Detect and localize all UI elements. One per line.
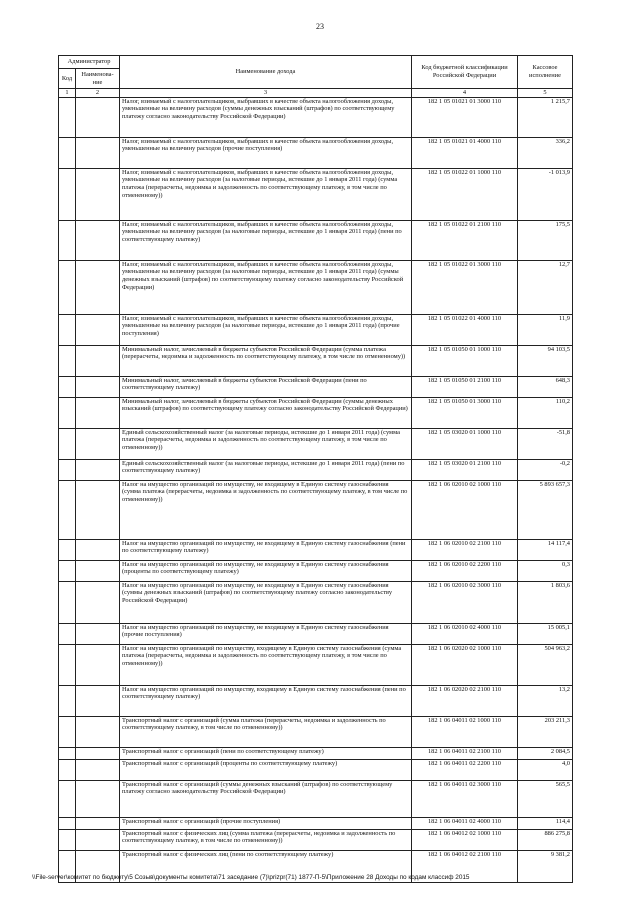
cell-admin-name: [76, 685, 120, 716]
cell-admin-name: [76, 480, 120, 539]
cell-kbk-code: 182 1 05 01022 01 3000 110: [412, 260, 518, 314]
cell-kbk-code: 182 1 05 01021 01 3000 110: [412, 97, 518, 137]
cell-income-name: Транспортный налог с организаций (пени по соответствующему платежу): [120, 747, 412, 759]
header-execution: Кассовое исполнение: [518, 56, 573, 89]
cell-income-name: Налог на имущество организаций по имуществу, не входящему в Единую систему газоснабжения (проценты по соответствующему платежу): [120, 560, 412, 581]
cell-admin-code: [59, 428, 76, 459]
cell-admin-code: [59, 716, 76, 747]
cell-admin-code: [59, 644, 76, 685]
cell-amount: 2 084,5: [518, 747, 573, 759]
cell-amount: 9 381,2: [518, 850, 573, 882]
cell-admin-name: [76, 376, 120, 397]
cell-admin-name: [76, 459, 120, 480]
cell-income-name: Налог на имущество организаций по имуществу, не входящему в Единую систему газоснабжения (пени по соответствующему платежу): [120, 539, 412, 560]
cell-amount: 1 215,7: [518, 97, 573, 137]
cell-amount: 11,9: [518, 314, 573, 345]
cell-income-name: Налог, взимаемый с налогоплательщиков, выбравших в качестве объекта налогообложения доходы, уменьшенные на величину расходов (суммы денежных взысканий (штрафов) по соответствующему платежу согласно законодательству Российской Федерации): [120, 97, 412, 137]
cell-amount: 12,7: [518, 260, 573, 314]
cell-income-name: Транспортный налог с физических лиц (сумма платежа (перерасчеты, недоимка и задолженность по соответствующему платежу, в том числе по отмененному)): [120, 829, 412, 850]
table-row: [59, 560, 573, 581]
cell-admin-name: [76, 345, 120, 376]
header-index: 2: [76, 89, 120, 98]
cell-admin-code: [59, 817, 76, 829]
cell-kbk-code: 182 1 06 02010 02 4000 110: [412, 623, 518, 644]
cell-amount: 4,0: [518, 759, 573, 780]
cell-income-name: Налог, взимаемый с налогоплательщиков, выбравших в качестве объекта налогообложения доходы, уменьшенные на величину расходов (за налоговые периоды, истекшие до 1 января 2011 года) (пени по соответствующему платежу): [120, 220, 412, 260]
cell-income-name: Налог, взимаемый с налогоплательщиков, выбравших в качестве объекта налогообложения доходы, уменьшенные на величину расходов (за налоговые периоды, истекшие до 1 января 2011 года) (суммы денежных взысканий (штрафов) по соответствующему платежу согласно законодательству Российской Федерации): [120, 260, 412, 314]
cell-admin-name: [76, 137, 120, 168]
cell-admin-name: [76, 644, 120, 685]
cell-admin-name: [76, 560, 120, 581]
cell-amount: 175,5: [518, 220, 573, 260]
header-administrator: Администратор: [59, 56, 120, 69]
cell-amount: 5 893 657,3: [518, 480, 573, 539]
footer-file-path: \\File-server\комитет по бюджету\5 Созыв\документы комитета\71 заседание (7)\prizpr(71) 1877-П-5\Приложение 28 Доходы по кодам классиф 2015: [32, 874, 470, 881]
cell-admin-code: [59, 480, 76, 539]
cell-admin-code: [59, 829, 76, 850]
cell-admin-name: [76, 428, 120, 459]
header-index: 5: [518, 89, 573, 98]
cell-admin-name: [76, 623, 120, 644]
table-row: [59, 459, 573, 480]
cell-admin-name: [76, 780, 120, 817]
cell-admin-name: [76, 747, 120, 759]
cell-income-name: Налог на имущество организаций по имуществу, не входящему в Единую систему газоснабжения (сумма платежа (перерасчеты, недоимка и задолженность по соответствующему платежу, в том числе по отмененному)): [120, 480, 412, 539]
cell-income-name: Транспортный налог с организаций (проценты по соответствующему платежу): [120, 759, 412, 780]
table-row: [59, 168, 573, 220]
cell-admin-name: [76, 829, 120, 850]
cell-kbk-code: 182 1 05 03020 01 1000 110: [412, 428, 518, 459]
cell-income-name: Единый сельскохозяйственный налог (за налоговые периоды, истекшие до 1 января 2011 года) (пени по соответствующему платежу): [120, 459, 412, 480]
header-income-name: Наименование дохода: [120, 56, 412, 89]
cell-kbk-code: 182 1 06 04011 02 3000 110: [412, 780, 518, 817]
table-row: [59, 644, 573, 685]
table-row: [59, 314, 573, 345]
cell-admin-code: [59, 314, 76, 345]
header-kbk: Код бюджетной классификации Российской Федерации: [412, 56, 518, 89]
table-row: [59, 581, 573, 623]
cell-amount: 14 117,4: [518, 539, 573, 560]
cell-admin-code: [59, 97, 76, 137]
header-admin-name: Наименова-ние: [76, 69, 120, 89]
cell-admin-code: [59, 759, 76, 780]
table-row: [59, 137, 573, 168]
cell-kbk-code: 182 1 05 01050 01 2100 110: [412, 376, 518, 397]
table-row: [59, 829, 573, 850]
cell-kbk-code: 182 1 06 02010 02 2200 110: [412, 560, 518, 581]
cell-amount: 0,3: [518, 560, 573, 581]
cell-income-name: Транспортный налог с физических лиц (пени по соответствующему платежу): [120, 850, 412, 882]
cell-income-name: Минимальный налог, зачисляемый в бюджеты субъектов Российской Федерации (пени по соответствующему платежу): [120, 376, 412, 397]
table-row: [59, 397, 573, 428]
cell-admin-name: [76, 260, 120, 314]
cell-income-name: Транспортный налог с организаций (сумма платежа (перерасчеты, недоимка и задолженность по соответствующему платежу, в том числе по отмененному)): [120, 716, 412, 747]
cell-admin-name: [76, 314, 120, 345]
cell-amount: 504 963,2: [518, 644, 573, 685]
cell-amount: 15 005,1: [518, 623, 573, 644]
header-code: Код: [59, 69, 76, 89]
cell-amount: 336,2: [518, 137, 573, 168]
cell-kbk-code: 182 1 06 04012 02 1000 110: [412, 829, 518, 850]
cell-kbk-code: 182 1 06 04012 02 2100 110: [412, 850, 518, 882]
cell-amount: 13,2: [518, 685, 573, 716]
cell-admin-code: [59, 260, 76, 314]
cell-admin-code: [59, 780, 76, 817]
cell-kbk-code: 182 1 06 02010 02 2100 110: [412, 539, 518, 560]
cell-admin-code: [59, 220, 76, 260]
cell-admin-name: [76, 397, 120, 428]
cell-kbk-code: 182 1 06 04011 02 2200 110: [412, 759, 518, 780]
table-row: [59, 747, 573, 759]
cell-amount: 1 803,6: [518, 581, 573, 623]
cell-admin-code: [59, 560, 76, 581]
cell-admin-code: [59, 168, 76, 220]
cell-admin-code: [59, 539, 76, 560]
table-row: [59, 428, 573, 459]
cell-income-name: Налог на имущество организаций по имуществу, входящему в Единую систему газоснабжения (пени по соответствующему платежу): [120, 685, 412, 716]
table-row: [59, 817, 573, 829]
table-row: [59, 376, 573, 397]
table-body: [59, 97, 573, 882]
cell-kbk-code: 182 1 06 02020 02 1000 110: [412, 644, 518, 685]
cell-amount: 648,3: [518, 376, 573, 397]
cell-income-name: Налог, взимаемый с налогоплательщиков, выбравших в качестве объекта налогообложения доходы, уменьшенные на величину расходов (прочие поступления): [120, 137, 412, 168]
cell-income-name: Налог, взимаемый с налогоплательщиков, выбравших в качестве объекта налогообложения доходы, уменьшенные на величину расходов (за налоговые периоды, истекшие до 1 января 2011 года) (сумма платежа (перерасчеты, недоимка и задолженность по соответствующему платежу, в том числе по отмененному)): [120, 168, 412, 220]
cell-income-name: Единый сельскохозяйственный налог (за налоговые периоды, истекшие до 1 января 2011 года) (сумма платежа (перерасчеты, недоимка и задолженность по соответствующему платежу, в том числе по отмененному)): [120, 428, 412, 459]
cell-admin-name: [76, 220, 120, 260]
cell-kbk-code: 182 1 05 01022 01 4000 110: [412, 314, 518, 345]
cell-admin-code: [59, 581, 76, 623]
cell-kbk-code: 182 1 05 01022 01 2100 110: [412, 220, 518, 260]
cell-kbk-code: 182 1 05 01050 01 1000 110: [412, 345, 518, 376]
cell-income-name: Налог на имущество организаций по имуществу, не входящему в Единую систему газоснабжения (суммы денежных взысканий (штрафов) по соответствующему платежу согласно законодательству Российской Федерации): [120, 581, 412, 623]
cell-amount: -1 013,9: [518, 168, 573, 220]
cell-kbk-code: 182 1 05 03020 01 2100 110: [412, 459, 518, 480]
cell-kbk-code: 182 1 05 01050 01 3000 110: [412, 397, 518, 428]
table-row: [59, 480, 573, 539]
cell-admin-code: [59, 397, 76, 428]
table-row: [59, 623, 573, 644]
cell-amount: 110,2: [518, 397, 573, 428]
table-row: [59, 260, 573, 314]
cell-amount: -0,2: [518, 459, 573, 480]
cell-kbk-code: 182 1 05 01021 01 4000 110: [412, 137, 518, 168]
header-index: 1: [59, 89, 76, 98]
cell-kbk-code: 182 1 06 02010 02 1000 110: [412, 480, 518, 539]
cell-admin-name: [76, 168, 120, 220]
cell-income-name: Транспортный налог с организаций (суммы денежных взысканий (штрафов) по соответствующему платежу согласно законодательству Российской Федерации): [120, 780, 412, 817]
table-header: [59, 56, 573, 98]
table-row: [59, 220, 573, 260]
cell-admin-code: [59, 459, 76, 480]
cell-admin-code: [59, 685, 76, 716]
cell-amount: 114,4: [518, 817, 573, 829]
cell-income-name: Минимальный налог, зачисляемый в бюджеты субъектов Российской Федерации (суммы денежных взысканий (штрафов) по соответствующему платежу согласно законодательству Российской Федерации): [120, 397, 412, 428]
cell-admin-name: [76, 759, 120, 780]
cell-income-name: Налог на имущество организаций по имуществу, не входящему в Единую систему газоснабжения (прочие поступления): [120, 623, 412, 644]
page-number: 23: [316, 22, 324, 31]
table-row: [59, 97, 573, 137]
table-row: [59, 539, 573, 560]
cell-income-name: Транспортный налог с организаций (прочие поступления): [120, 817, 412, 829]
table-row: [59, 345, 573, 376]
cell-kbk-code: 182 1 06 04011 02 2100 110: [412, 747, 518, 759]
cell-admin-code: [59, 376, 76, 397]
cell-income-name: Налог на имущество организаций по имуществу, входящему в Единую систему газоснабжения (сумма платежа (перерасчеты, недоимка и задолженность по соответствующему платежу, в том числе по отмененному)): [120, 644, 412, 685]
cell-admin-name: [76, 539, 120, 560]
table-row: [59, 759, 573, 780]
cell-admin-code: [59, 137, 76, 168]
cell-admin-code: [59, 345, 76, 376]
cell-amount: 565,5: [518, 780, 573, 817]
table-row: [59, 780, 573, 817]
cell-amount: 203 211,3: [518, 716, 573, 747]
cell-admin-name: [76, 581, 120, 623]
cell-admin-code: [59, 747, 76, 759]
cell-admin-name: [76, 716, 120, 747]
cell-amount: 94 103,5: [518, 345, 573, 376]
income-table: [58, 55, 573, 883]
cell-income-name: Минимальный налог, зачисляемый в бюджеты субъектов Российской Федерации (сумма платежа (перерасчеты, недоимка и задолженность по соответствующему платежу, в том числе по отмененному)): [120, 345, 412, 376]
cell-amount: 886 275,8: [518, 829, 573, 850]
cell-admin-name: [76, 97, 120, 137]
cell-kbk-code: 182 1 06 04011 02 1000 110: [412, 716, 518, 747]
cell-admin-name: [76, 817, 120, 829]
table-row: [59, 685, 573, 716]
header-index: 3: [120, 89, 412, 98]
cell-income-name: Налог, взимаемый с налогоплательщиков, выбравших в качестве объекта налогообложения доходы, уменьшенные на величину расходов (за налоговые периоды, истекшие до 1 января 2011 года) (прочие поступления): [120, 314, 412, 345]
cell-amount: -51,8: [518, 428, 573, 459]
cell-kbk-code: 182 1 06 04011 02 4000 110: [412, 817, 518, 829]
cell-admin-code: [59, 623, 76, 644]
cell-kbk-code: 182 1 05 01022 01 1000 110: [412, 168, 518, 220]
header-index: 4: [412, 89, 518, 98]
table-row: [59, 716, 573, 747]
cell-kbk-code: 182 1 06 02010 02 3000 110: [412, 581, 518, 623]
cell-kbk-code: 182 1 06 02020 02 2100 110: [412, 685, 518, 716]
